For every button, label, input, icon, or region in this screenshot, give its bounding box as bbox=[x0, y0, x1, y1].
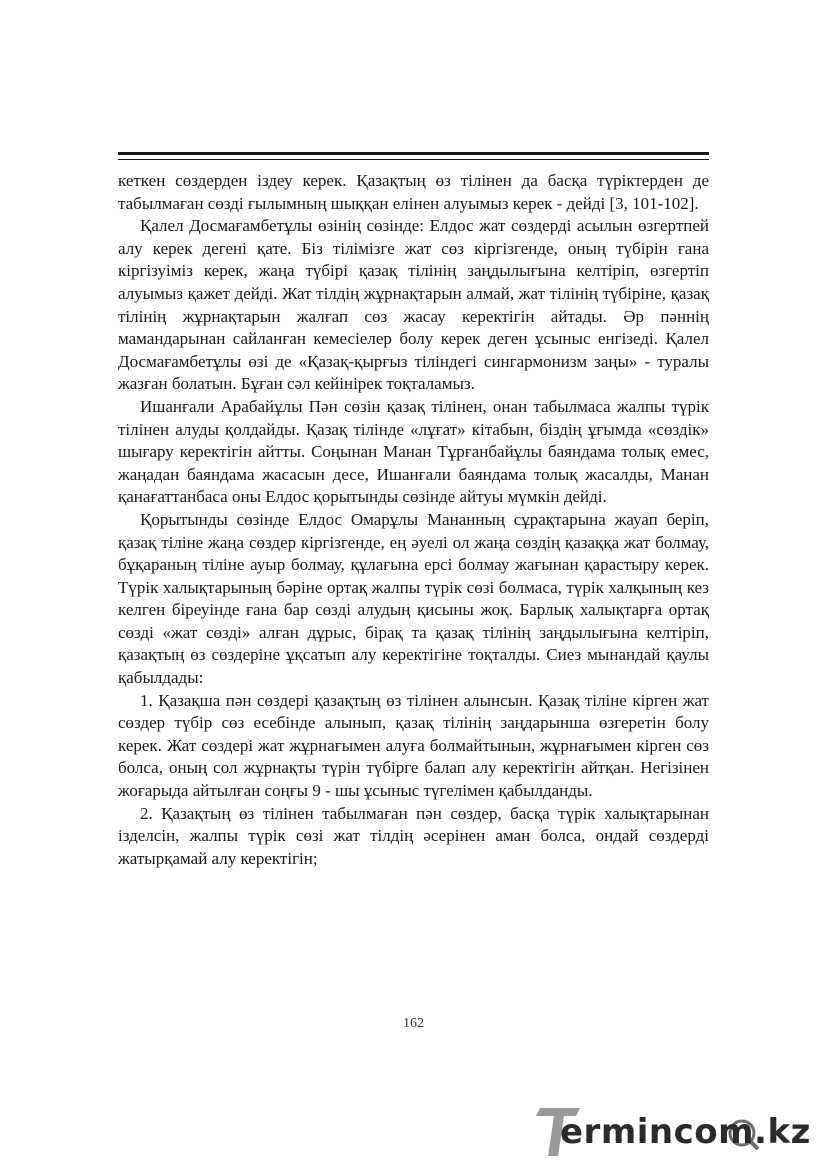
paragraph-continuation: кеткен сөздерден іздеу керек. Қазақтың өз тілінен да басқа түріктерден де табылмаған сөзді ғылымның шыққан елінен алуымыз керек - дейді [3, 101-102]. bbox=[118, 171, 709, 213]
paragraph-conclusion: Қорытынды сөзінде Елдос Омарұлы Мананның сұрақтарына жауап беріп, қазақ тіліне жаңа сөздер кіргізгенде, ең әуелі ол жаңа сөздің қазаққа жат болмау, бұқараның тіліне ауыр болмау, құлағына ерсі болмау жағынан қарастыру керек. Түрік халықтарының бәріне ортақ жалпы түрік сөзі болмаса, түрік халқының кез келген біреуінде ғана бар сөзді алудың қисыны жоқ. Барлық халықтарға ортақ сөзді «жат сөзді» алған дұрыс, бірақ та қазақ тілінің заңдылығына келтіріп, қазақтың өз сөздеріне ұқсатып алу керектігіне тоқталды. Сиез мынандай қаулы қабылдады: bbox=[118, 509, 709, 688]
logo-text: ermincom.kz bbox=[560, 1112, 811, 1152]
header-rule-thin bbox=[118, 159, 709, 160]
paragraph-ishangali: Ишанғали Арабайұлы Пән сөзін қазақ тілінен, онан табылмаса жалпы түрік тілінен алуды қолдайды. Қазақ тілінде «лұғат» кітабын, біздің ұғымда «сөздік» шығару керектігін айтты. Соңынан Манан Тұрғанбайұлы баяндама толық емес, жаңадан баяндама жасасын десе, Ишанғали баяндама толық жасалды, Манан қанағаттанбаса оны Елдос қорытынды сөзінде айтуы мүмкін дейді. bbox=[118, 396, 709, 507]
body-text bbox=[118, 170, 709, 870]
paragraph-resolution-2: 2. Қазақтың өз тілінен табылмаған пән сөздер, басқа түрік халықтарынан ізделсін, жалпы түрік сөзі жат тілдің әсерінен аман болса, ондай сөздерді жатырқамай алу керектігін; bbox=[118, 803, 709, 868]
paragraph-resolution-1: 1. Қазақша пән сөздері қазақтың өз тілінен алынсын. Қазақ тіліне кірген жат сөздер түбір сөз есебінде алынып, қазақ тілінің заңдарынша өзгеретін болу керек. Жат сөздері жат жұрнағымен алуға болмайтынын, жұрнағымен кірген сөз болса, оның сол жұрнақты түрін түбірге балап алу керектігін айтқан. Негізінен жоғарыда айтылған соңғы 9 - шы ұсыныс түгелімен қабылданды. bbox=[118, 690, 709, 801]
header-rule-thick bbox=[118, 152, 709, 155]
paragraph-kalel: Қалел Досмағамбетұлы өзінің сөзінде: Елдос жат сөздерді асылын өзгертпей алу керек дегені қате. Біз тілімізге жат сөз кіргізгенде, оның түбірін ғана кіргізуіміз керек, жаңа түбірі қазақ тілінің заңдылығына келтіріп, өзгертіп алуымыз қажет дейді. Жат тілдің жұрнақтарын алмай, жат тілінің түбіріне, қазақ тілінің жұрнақтарын жалғап сөз жасау керектігін айтады. Әр пәннің мамандарынан сайланған кемесіелер болу керек деген ұсыныс енгізеді. Қалел Досмағамбетұлы өзі де «Қазақ-қырғыз тіліндегі сингармонизм заңы» - туралы жазған болатын. Бұған сәл кейінірек тоқталамыз. bbox=[118, 216, 709, 394]
page-number: 162 bbox=[403, 1016, 424, 1031]
